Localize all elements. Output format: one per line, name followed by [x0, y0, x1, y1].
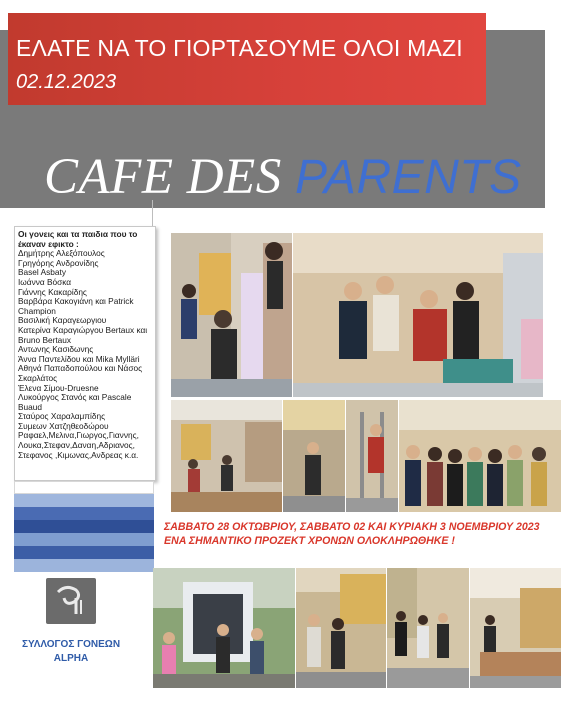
contributor-name: Basel Asbaty	[18, 267, 66, 278]
color-bar	[14, 546, 154, 559]
contributor-name: Έλενα Σίμου-Druesne	[18, 382, 99, 393]
contributor-name: Ιωάννα Βόσκα	[18, 276, 72, 287]
contributor-name: Δημήτρης Αλεξόπουλος	[18, 248, 105, 259]
contributors-panel	[14, 226, 156, 481]
photo-group-tools	[293, 233, 543, 397]
contributor-name: Γιάννης Κακαρίδης	[18, 286, 87, 297]
color-bar	[14, 533, 154, 546]
color-bar	[14, 559, 154, 572]
color-bar	[14, 520, 154, 533]
contributor-name: Σταύρος Χαραλαμπίδης	[18, 411, 106, 422]
announcement-dates: ΣΑΒΒΑΤΟ 28 ΟΚΤΩΒΡΙΟΥ, ΣΑΒΒΑΤΟ 02 ΚΑΙ ΚΥΡΙΑΚΗ 3 ΝΟΕΜΒΡΙΟΥ 2023	[164, 521, 540, 533]
photo-finished-room	[470, 568, 561, 688]
page-title	[44, 148, 522, 206]
photo-moving-truck	[153, 568, 295, 688]
association-logo	[46, 578, 96, 624]
color-bar	[14, 481, 154, 494]
photo-carrying-boards	[296, 568, 386, 688]
contributor-name: Συμεων Χατζηθεοδώρου	[18, 420, 109, 431]
photo-classroom-work	[171, 400, 282, 512]
contributor-name: Γρηγόρης Ανδρονίδης	[18, 257, 99, 268]
color-bar	[14, 507, 154, 520]
photo-ladder	[346, 400, 398, 512]
headline-box	[8, 13, 486, 105]
title-word-cafe-des: CAFE DES	[44, 149, 282, 205]
contributors-intro: Οι γονεις και τα παιδια που το έκαναν εφικτο :	[18, 229, 138, 249]
color-bar	[14, 494, 154, 507]
contributor-name: Αθηνά Παπαδοπούλου και Νάσος Σκαρλάτος	[18, 363, 143, 383]
headline-text: ΕΛΑΤΕ ΝΑ ΤΟ ΓΙΟΡΤΑΣΟΥΜΕ ΟΛΟΙ ΜΑΖΙ	[16, 35, 463, 61]
contributor-name: Αντωνης Κασιδωνης	[18, 344, 94, 355]
contributor-name: Βαρβάρα Κακογιάνη και Patrick Champion	[18, 296, 134, 316]
photo-group-portrait	[399, 400, 561, 512]
contributor-name: Βασιλική Καραγεωργιου	[18, 315, 107, 326]
association-line-1: ΣΥΛΛΟΓΟΣ ΓΟΝΕΩΝ	[21, 639, 121, 650]
decorative-color-bars	[14, 481, 154, 572]
event-date: 02.12.2023	[16, 71, 117, 93]
announcement	[164, 520, 540, 548]
title-word-parents: PARENTS	[294, 151, 522, 204]
contributor-name: Κατερίνα Καραγιώργου Bertaux και Bruno Bertaux	[18, 324, 148, 345]
photo-painting-wall	[171, 233, 292, 397]
contributor-name: Άννα Παντελίδου και Mika Mylläri	[18, 353, 140, 364]
contributor-name: Λυκούργος Στανός και Pascale Buaud	[18, 392, 132, 412]
photo-workers	[283, 400, 345, 512]
contributor-name: Ραφαελ,Μελινα,Γιωργος,Γιαννης, Λουκα,Στεφαν,Δαναη,Αδριανος, Στεφανος ,Κιμωνας,Ανδρεας κ.α.	[18, 430, 139, 460]
association-line-2: ALPHA	[53, 653, 89, 664]
announcement-message: ΕΝΑ ΣΗΜΑΝΤΙΚΟ ΠΡΟΖΕΚΤ ΧΡΟΝΩΝ ΟΛΟΚΛΗΡΩΘΗΚΕ !	[164, 535, 455, 547]
logo-emblem-icon	[46, 578, 96, 624]
photo-team-walls	[387, 568, 469, 688]
association-name	[0, 638, 142, 666]
